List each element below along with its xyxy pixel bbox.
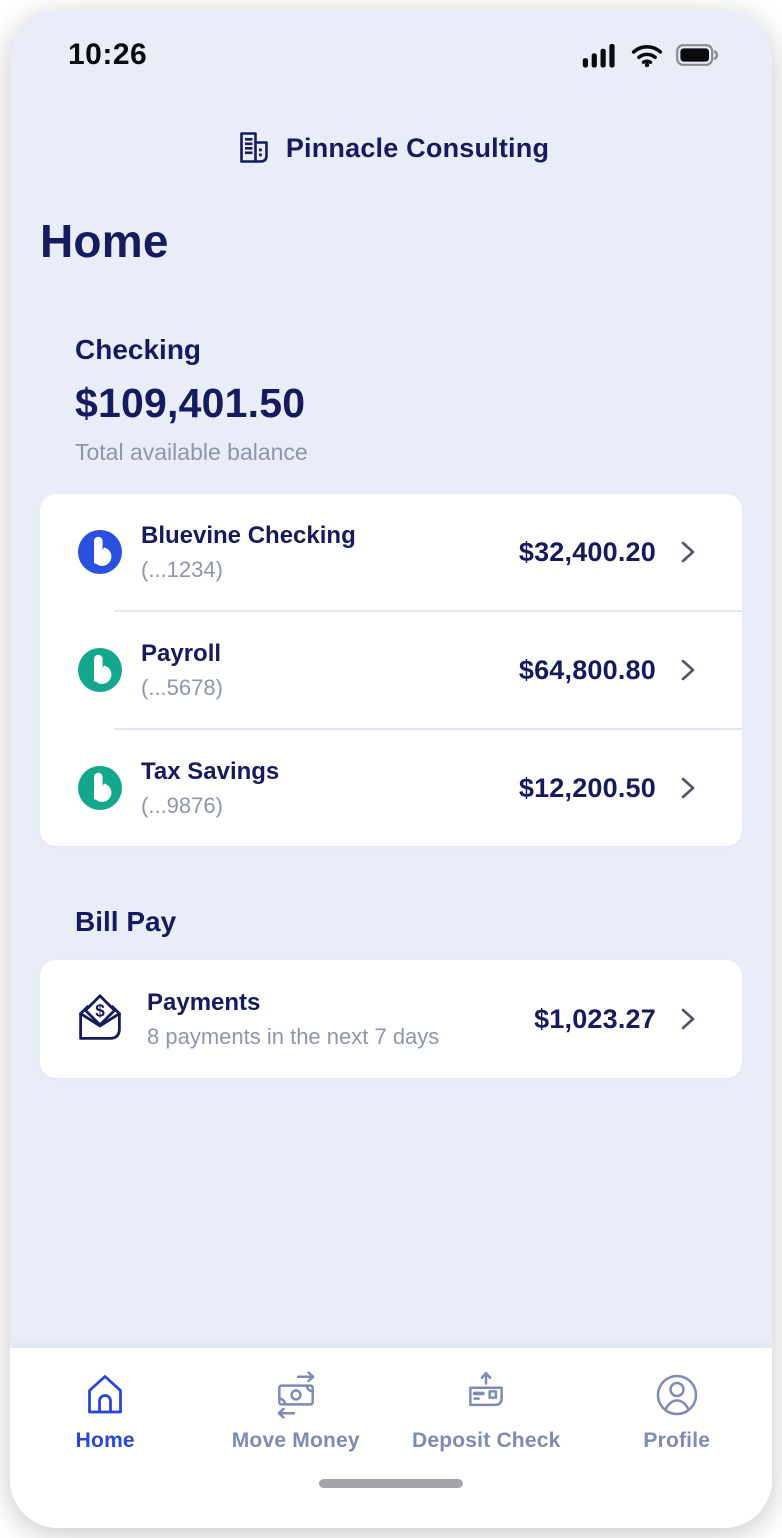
chevron-right-icon[interactable] <box>678 1003 698 1035</box>
account-name: Bluevine Checking <box>141 521 356 549</box>
tab-bar <box>10 1348 772 1528</box>
page-title: Home <box>40 215 169 267</box>
tab-profile[interactable] <box>582 1370 773 1453</box>
svg-text:$: $ <box>95 1000 105 1021</box>
battery-icon <box>676 43 720 67</box>
tab-home[interactable] <box>10 1370 201 1453</box>
chevron-right-icon[interactable] <box>678 536 698 568</box>
checking-heading: Checking <box>75 334 202 365</box>
account-name: Tax Savings <box>141 757 280 785</box>
bill-pay-card <box>40 960 742 1078</box>
total-balance-caption: Total available balance <box>75 439 308 465</box>
wifi-icon <box>630 43 664 68</box>
profile-icon <box>653 1370 701 1420</box>
account-balance: $64,800.80 <box>518 654 656 685</box>
tab-move-money[interactable] <box>201 1370 392 1453</box>
account-row-bluevine-checking[interactable] <box>40 494 742 610</box>
account-number: (...5678) <box>141 674 223 700</box>
status-bar <box>10 26 772 84</box>
app-header <box>10 128 772 168</box>
account-balance: $12,200.50 <box>518 772 656 803</box>
chevron-right-icon[interactable] <box>678 654 698 686</box>
status-time: 10:26 <box>68 38 148 71</box>
bill-pay-heading: Bill Pay <box>75 906 177 937</box>
move-money-icon <box>271 1370 321 1420</box>
company-name: Pinnacle Consulting <box>285 132 550 163</box>
deposit-check-icon <box>461 1370 511 1420</box>
tab-label: Deposit Check <box>412 1429 561 1452</box>
home-indicator[interactable] <box>319 1479 463 1488</box>
account-name: Payroll <box>141 639 222 667</box>
tab-label: Profile <box>643 1429 711 1452</box>
envelope-dollar-icon <box>72 991 128 1047</box>
bluevine-logo-icon <box>78 648 122 692</box>
tab-label: Home <box>75 1429 135 1452</box>
bluevine-logo-icon <box>78 530 122 574</box>
tab-deposit-check[interactable] <box>391 1370 582 1453</box>
account-row-tax-savings[interactable] <box>40 730 742 846</box>
signal-icon <box>582 43 618 68</box>
payments-row[interactable] <box>40 960 742 1078</box>
accounts-card <box>40 494 742 846</box>
bluevine-logo-icon <box>78 766 122 810</box>
account-number: (...9876) <box>141 792 223 818</box>
account-row-payroll[interactable] <box>40 612 742 728</box>
payments-title: Payments <box>147 988 261 1016</box>
checking-section <box>10 334 772 1078</box>
building-icon <box>233 128 273 168</box>
phone-screen <box>10 10 772 1528</box>
account-balance: $32,400.20 <box>518 536 656 567</box>
tab-label: Move Money <box>231 1429 360 1452</box>
home-icon <box>81 1370 129 1420</box>
total-balance: $109,401.50 <box>75 380 306 426</box>
payments-amount: $1,023.27 <box>534 1003 656 1034</box>
payments-subtitle: 8 payments in the next 7 days <box>147 1023 440 1049</box>
chevron-right-icon[interactable] <box>678 772 698 804</box>
account-number: (...1234) <box>141 556 223 582</box>
status-icons <box>582 43 720 68</box>
